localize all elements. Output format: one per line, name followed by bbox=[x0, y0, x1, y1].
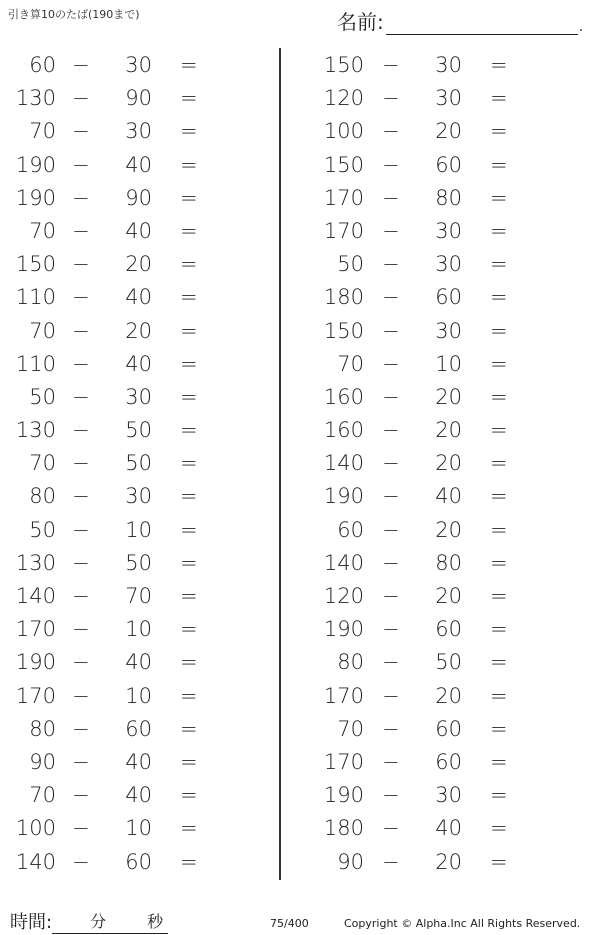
minus-sign: − bbox=[382, 351, 400, 376]
minus-sign: − bbox=[72, 650, 90, 675]
equals-sign: = bbox=[180, 716, 198, 741]
problem-row bbox=[310, 680, 590, 713]
minuend: 70 bbox=[29, 318, 56, 343]
problem-row bbox=[0, 447, 280, 480]
minuend: 50 bbox=[29, 384, 56, 409]
subtrahend: 50 bbox=[125, 418, 152, 443]
subtrahend: 30 bbox=[125, 53, 152, 77]
minuend: 50 bbox=[29, 517, 56, 542]
subtrahend: 20 bbox=[125, 252, 152, 277]
problem-row bbox=[0, 480, 280, 513]
problem-row bbox=[310, 149, 590, 182]
minus-sign: − bbox=[382, 617, 400, 642]
minus-sign: − bbox=[72, 351, 90, 376]
minuend: 180 bbox=[323, 816, 364, 841]
problem-row bbox=[0, 248, 280, 281]
subtrahend: 20 bbox=[435, 384, 462, 409]
minus-sign: − bbox=[382, 783, 400, 808]
problem-row bbox=[310, 713, 590, 746]
equals-sign: = bbox=[490, 683, 508, 708]
equals-sign: = bbox=[180, 584, 198, 608]
equals-sign: = bbox=[490, 550, 508, 575]
minuend: 150 bbox=[323, 53, 364, 77]
problem-row bbox=[0, 281, 280, 314]
equals-sign: = bbox=[180, 252, 198, 277]
subtrahend: 30 bbox=[435, 53, 462, 77]
subtrahend: 60 bbox=[435, 285, 462, 310]
subtrahend: 50 bbox=[125, 550, 152, 575]
problem-row bbox=[0, 713, 280, 746]
equals-sign: = bbox=[180, 683, 198, 708]
minuend: 150 bbox=[15, 252, 56, 277]
problem-row bbox=[0, 746, 280, 779]
problem-row bbox=[0, 646, 280, 679]
problem-row bbox=[0, 82, 280, 115]
subtrahend: 20 bbox=[435, 849, 462, 874]
minus-sign: − bbox=[72, 584, 90, 608]
minuend: 140 bbox=[323, 550, 364, 575]
equals-sign: = bbox=[490, 484, 508, 509]
subtrahend: 30 bbox=[435, 318, 462, 343]
equals-sign: = bbox=[180, 650, 198, 675]
problem-row bbox=[310, 779, 590, 812]
name-label: 名前: bbox=[337, 10, 384, 34]
minus-sign: − bbox=[72, 451, 90, 476]
minus-sign: − bbox=[382, 584, 400, 608]
minutes-label: 分 bbox=[90, 912, 107, 931]
equals-sign: = bbox=[490, 318, 508, 343]
subtrahend: 30 bbox=[435, 783, 462, 808]
problem-row bbox=[310, 215, 590, 248]
subtrahend: 20 bbox=[435, 418, 462, 443]
minuend: 70 bbox=[29, 783, 56, 808]
equals-sign: = bbox=[490, 53, 508, 77]
equals-sign: = bbox=[180, 351, 198, 376]
minuend: 70 bbox=[29, 119, 56, 144]
minus-sign: − bbox=[72, 285, 90, 310]
minus-sign: − bbox=[382, 218, 400, 243]
problem-row bbox=[0, 315, 280, 348]
problem-row bbox=[310, 381, 590, 414]
problem-row bbox=[310, 846, 590, 879]
problem-row bbox=[0, 514, 280, 547]
minuend: 140 bbox=[15, 584, 56, 608]
minus-sign: − bbox=[72, 484, 90, 509]
minuend: 70 bbox=[337, 716, 364, 741]
minus-sign: − bbox=[382, 285, 400, 310]
minus-sign: − bbox=[72, 418, 90, 443]
minus-sign: − bbox=[382, 451, 400, 476]
subtrahend: 60 bbox=[435, 152, 462, 177]
minuend: 130 bbox=[15, 550, 56, 575]
equals-sign: = bbox=[490, 749, 508, 774]
subtrahend: 20 bbox=[435, 584, 462, 608]
equals-sign: = bbox=[180, 484, 198, 509]
minuend: 90 bbox=[29, 749, 56, 774]
minuend: 140 bbox=[323, 451, 364, 476]
problem-row bbox=[310, 82, 590, 115]
subtrahend: 20 bbox=[435, 451, 462, 476]
problem-row bbox=[310, 580, 590, 613]
minuend: 80 bbox=[29, 484, 56, 509]
problem-row bbox=[310, 182, 590, 215]
minus-sign: − bbox=[72, 152, 90, 177]
equals-sign: = bbox=[180, 550, 198, 575]
problem-row bbox=[0, 846, 280, 879]
equals-sign: = bbox=[490, 252, 508, 277]
minuend: 150 bbox=[323, 152, 364, 177]
equals-sign: = bbox=[180, 53, 198, 77]
subtrahend: 30 bbox=[125, 384, 152, 409]
minus-sign: − bbox=[72, 716, 90, 741]
minuend: 170 bbox=[15, 683, 56, 708]
minus-sign: − bbox=[382, 650, 400, 675]
minus-sign: − bbox=[72, 318, 90, 343]
right-problem-column bbox=[310, 49, 590, 879]
minuend: 170 bbox=[15, 617, 56, 642]
subtrahend: 30 bbox=[125, 484, 152, 509]
problem-row bbox=[0, 547, 280, 580]
subtrahend: 90 bbox=[125, 185, 152, 210]
subtrahend: 60 bbox=[435, 617, 462, 642]
minus-sign: − bbox=[382, 119, 400, 144]
minuend: 110 bbox=[15, 351, 56, 376]
problem-row bbox=[310, 49, 590, 82]
minus-sign: − bbox=[382, 517, 400, 542]
subtrahend: 40 bbox=[125, 285, 152, 310]
problem-row bbox=[310, 281, 590, 314]
subtrahend: 90 bbox=[125, 86, 152, 111]
subtrahend: 50 bbox=[435, 650, 462, 675]
minus-sign: − bbox=[382, 484, 400, 509]
subtrahend: 20 bbox=[435, 119, 462, 144]
problem-row bbox=[310, 447, 590, 480]
minus-sign: − bbox=[382, 418, 400, 443]
minuend: 190 bbox=[323, 617, 364, 642]
minuend: 130 bbox=[15, 418, 56, 443]
subtrahend: 10 bbox=[435, 351, 462, 376]
minuend: 170 bbox=[323, 683, 364, 708]
subtrahend: 40 bbox=[125, 749, 152, 774]
subtrahend: 40 bbox=[435, 484, 462, 509]
subtrahend: 40 bbox=[125, 783, 152, 808]
problem-row bbox=[0, 580, 280, 613]
subtrahend: 30 bbox=[435, 218, 462, 243]
minus-sign: − bbox=[382, 86, 400, 111]
problem-row bbox=[310, 646, 590, 679]
minuend: 180 bbox=[323, 285, 364, 310]
subtrahend: 20 bbox=[435, 517, 462, 542]
minus-sign: − bbox=[382, 816, 400, 841]
equals-sign: = bbox=[490, 384, 508, 409]
subtrahend: 10 bbox=[125, 683, 152, 708]
subtrahend: 50 bbox=[125, 451, 152, 476]
minuend: 120 bbox=[323, 86, 364, 111]
equals-sign: = bbox=[180, 517, 198, 542]
equals-sign: = bbox=[490, 451, 508, 476]
minus-sign: − bbox=[72, 849, 90, 874]
minus-sign: − bbox=[72, 185, 90, 210]
name-field bbox=[337, 6, 583, 35]
subtrahend: 60 bbox=[125, 849, 152, 874]
problem-row bbox=[310, 348, 590, 381]
minuend: 140 bbox=[15, 849, 56, 874]
problem-row bbox=[310, 248, 590, 281]
minus-sign: − bbox=[382, 749, 400, 774]
equals-sign: = bbox=[180, 418, 198, 443]
problem-row bbox=[0, 149, 280, 182]
name-end-mark: . bbox=[578, 19, 584, 35]
minus-sign: − bbox=[72, 816, 90, 841]
problem-row bbox=[0, 414, 280, 447]
subtrahend: 30 bbox=[435, 252, 462, 277]
equals-sign: = bbox=[490, 152, 508, 177]
subtrahend: 60 bbox=[435, 716, 462, 741]
minus-sign: − bbox=[72, 252, 90, 277]
equals-sign: = bbox=[490, 86, 508, 111]
minus-sign: − bbox=[72, 517, 90, 542]
minus-sign: − bbox=[72, 683, 90, 708]
subtrahend: 40 bbox=[435, 816, 462, 841]
equals-sign: = bbox=[180, 185, 198, 210]
subtrahend: 20 bbox=[125, 318, 152, 343]
minuend: 120 bbox=[323, 584, 364, 608]
minus-sign: − bbox=[382, 185, 400, 210]
minus-sign: − bbox=[382, 152, 400, 177]
minuend: 80 bbox=[29, 716, 56, 741]
minus-sign: − bbox=[72, 617, 90, 642]
time-blank-line[interactable] bbox=[52, 911, 168, 934]
minus-sign: − bbox=[382, 683, 400, 708]
problem-row bbox=[310, 613, 590, 646]
minus-sign: − bbox=[72, 86, 90, 111]
problem-row bbox=[0, 115, 280, 148]
subtrahend: 80 bbox=[435, 550, 462, 575]
equals-sign: = bbox=[180, 119, 198, 144]
subtrahend: 20 bbox=[435, 683, 462, 708]
equals-sign: = bbox=[490, 849, 508, 874]
problem-row bbox=[310, 746, 590, 779]
equals-sign: = bbox=[490, 418, 508, 443]
minuend: 130 bbox=[15, 86, 56, 111]
minus-sign: − bbox=[72, 384, 90, 409]
minuend: 170 bbox=[323, 218, 364, 243]
minuend: 160 bbox=[323, 418, 364, 443]
minuend: 100 bbox=[15, 816, 56, 841]
subtrahend: 80 bbox=[435, 185, 462, 210]
subtrahend: 10 bbox=[125, 517, 152, 542]
subtrahend: 10 bbox=[125, 816, 152, 841]
subtrahend: 40 bbox=[125, 650, 152, 675]
minus-sign: − bbox=[72, 749, 90, 774]
problem-row bbox=[0, 381, 280, 414]
minuend: 190 bbox=[15, 650, 56, 675]
equals-sign: = bbox=[180, 617, 198, 642]
problem-row bbox=[0, 182, 280, 215]
seconds-label: 秒 bbox=[147, 912, 164, 931]
minuend: 190 bbox=[15, 152, 56, 177]
equals-sign: = bbox=[490, 185, 508, 210]
minuend: 190 bbox=[323, 783, 364, 808]
minus-sign: − bbox=[382, 384, 400, 409]
subtrahend: 10 bbox=[125, 617, 152, 642]
equals-sign: = bbox=[490, 816, 508, 841]
minuend: 70 bbox=[337, 351, 364, 376]
equals-sign: = bbox=[490, 517, 508, 542]
equals-sign: = bbox=[490, 351, 508, 376]
subtrahend: 30 bbox=[125, 119, 152, 144]
minuend: 190 bbox=[15, 185, 56, 210]
subtrahend: 30 bbox=[435, 86, 462, 111]
equals-sign: = bbox=[180, 318, 198, 343]
equals-sign: = bbox=[490, 218, 508, 243]
time-record bbox=[10, 908, 168, 934]
equals-sign: = bbox=[490, 119, 508, 144]
equals-sign: = bbox=[180, 749, 198, 774]
minuend: 150 bbox=[323, 318, 364, 343]
minuend: 80 bbox=[337, 650, 364, 675]
page-number: 75/400 bbox=[270, 917, 309, 930]
equals-sign: = bbox=[490, 584, 508, 608]
equals-sign: = bbox=[490, 617, 508, 642]
problem-row bbox=[310, 480, 590, 513]
minus-sign: − bbox=[72, 550, 90, 575]
minuend: 100 bbox=[323, 119, 364, 144]
equals-sign: = bbox=[180, 849, 198, 874]
left-problem-column bbox=[0, 49, 280, 879]
equals-sign: = bbox=[490, 650, 508, 675]
problem-row bbox=[0, 49, 280, 82]
worksheet-title: 引き算10のたば(190まで) bbox=[8, 8, 140, 21]
subtrahend: 70 bbox=[125, 584, 152, 608]
minus-sign: − bbox=[382, 849, 400, 874]
equals-sign: = bbox=[490, 285, 508, 310]
subtrahend: 40 bbox=[125, 152, 152, 177]
problem-row bbox=[0, 215, 280, 248]
minus-sign: − bbox=[382, 252, 400, 277]
minus-sign: − bbox=[72, 53, 90, 77]
minuend: 170 bbox=[323, 749, 364, 774]
problem-row bbox=[310, 547, 590, 580]
minus-sign: − bbox=[382, 53, 400, 77]
subtrahend: 60 bbox=[435, 749, 462, 774]
minus-sign: − bbox=[382, 550, 400, 575]
minuend: 170 bbox=[323, 185, 364, 210]
equals-sign: = bbox=[180, 218, 198, 243]
equals-sign: = bbox=[490, 783, 508, 808]
equals-sign: = bbox=[180, 451, 198, 476]
subtrahend: 60 bbox=[125, 716, 152, 741]
problem-row bbox=[0, 779, 280, 812]
minuend: 110 bbox=[15, 285, 56, 310]
minuend: 60 bbox=[29, 53, 56, 77]
problem-row bbox=[310, 115, 590, 148]
problem-row bbox=[0, 680, 280, 713]
equals-sign: = bbox=[180, 816, 198, 841]
equals-sign: = bbox=[490, 716, 508, 741]
minus-sign: − bbox=[72, 218, 90, 243]
minuend: 50 bbox=[337, 252, 364, 277]
minus-sign: − bbox=[382, 318, 400, 343]
minuend: 70 bbox=[29, 218, 56, 243]
minuend: 90 bbox=[337, 849, 364, 874]
minuend: 160 bbox=[323, 384, 364, 409]
problem-row bbox=[0, 812, 280, 845]
equals-sign: = bbox=[180, 86, 198, 111]
equals-sign: = bbox=[180, 783, 198, 808]
problem-row bbox=[310, 315, 590, 348]
minuend: 190 bbox=[323, 484, 364, 509]
problem-row bbox=[310, 812, 590, 845]
minuend: 60 bbox=[337, 517, 364, 542]
subtrahend: 40 bbox=[125, 351, 152, 376]
minus-sign: − bbox=[72, 783, 90, 808]
subtrahend: 40 bbox=[125, 218, 152, 243]
minus-sign: − bbox=[382, 716, 400, 741]
equals-sign: = bbox=[180, 384, 198, 409]
time-label: 時間: bbox=[10, 912, 53, 933]
copyright-notice: Copyright © Alpha.Inc All Rights Reserved. bbox=[344, 917, 581, 930]
minus-sign: − bbox=[72, 119, 90, 144]
problem-row bbox=[0, 613, 280, 646]
problem-row bbox=[310, 514, 590, 547]
problem-row bbox=[310, 414, 590, 447]
minuend: 70 bbox=[29, 451, 56, 476]
problem-row bbox=[0, 348, 280, 381]
equals-sign: = bbox=[180, 285, 198, 310]
equals-sign: = bbox=[180, 152, 198, 177]
name-blank-line[interactable] bbox=[386, 14, 578, 35]
